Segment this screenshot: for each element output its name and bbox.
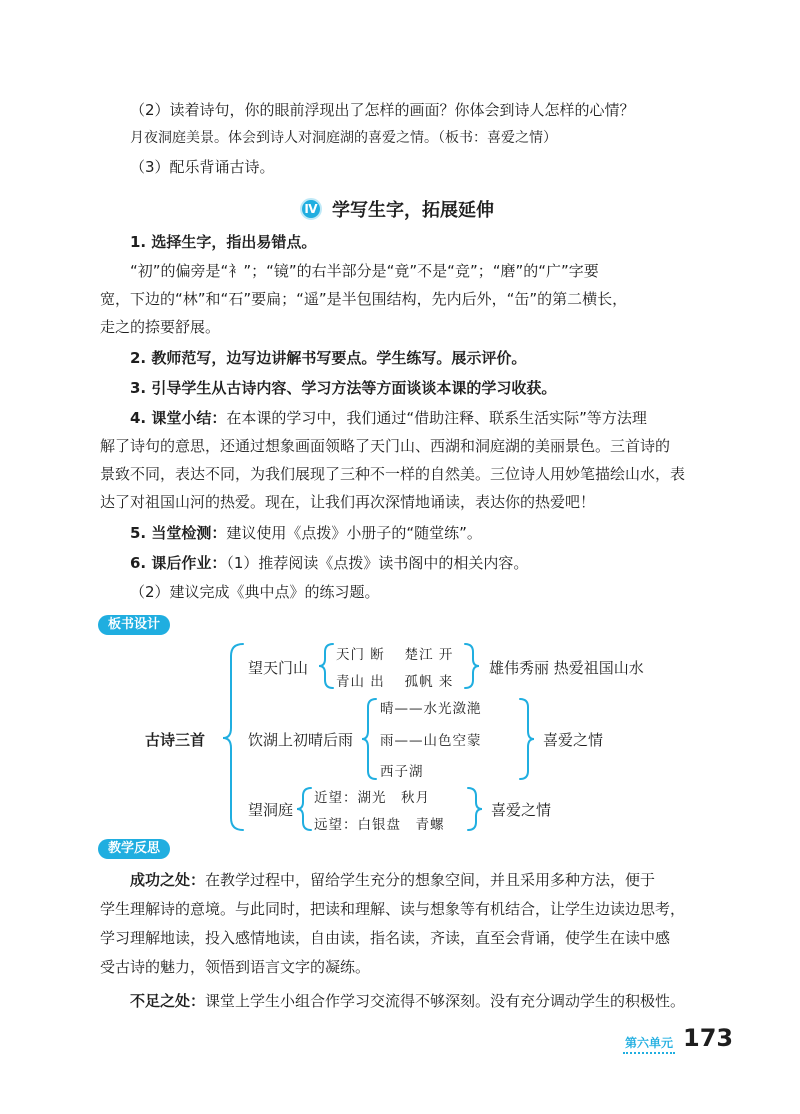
board-poem2-line-2: 雨——山色空蒙 xyxy=(380,733,482,749)
board-poem1-title: 望天门山 xyxy=(248,659,309,677)
board-poem2-title: 饮湖上初晴后雨 xyxy=(248,731,354,749)
poem2-right-brace xyxy=(520,699,534,779)
success-label: 成功之处： xyxy=(130,871,206,889)
reflection-lack: 不足之处：课堂上学生小组合作学习交流得不够深刻。没有充分调动学生的积极性。 xyxy=(130,992,686,1010)
question-2-answer: 月夜洞庭美景。体会到诗人对洞庭湖的喜爱之情。（板书：喜爱之情） xyxy=(130,130,557,146)
board-poem3-summary: 喜爱之情 xyxy=(491,801,552,819)
step-2: 2. 教师范写，边写边讲解书写要点。学生练写。展示评价。 xyxy=(130,349,527,367)
poem1-left-brace xyxy=(319,644,333,688)
step-4-line-4: 达了对祖国山河的热爱。现在，让我们再次深情地诵读，表达你的热爱吧！ xyxy=(100,493,596,511)
board-root-title: 古诗三首 xyxy=(145,731,206,749)
step-3: 3. 引导学生从古诗内容、学习方法等方面谈谈本课的学习收获。 xyxy=(130,379,557,397)
poem3-left-brace xyxy=(297,788,311,830)
reflection-success-line-2: 学生理解诗的意境。与此同时，把读和理解、读与想象等有机结合，让学生边读边思考， xyxy=(100,900,686,918)
step-1-line-3: 走之的捺要舒展。 xyxy=(100,318,221,336)
step-1-heading: 1. 选择生字，指出易错点。 xyxy=(130,233,317,251)
step-5-label: 5. 当堂检测： xyxy=(130,524,227,542)
board-poem3-title: 望洞庭 xyxy=(248,801,294,819)
poem1-right-brace xyxy=(465,644,479,688)
board-poem2-line-3: 西子湖 xyxy=(380,764,424,780)
poem2-left-brace xyxy=(362,699,376,779)
step-5: 5. 当堂检测：建议使用《点拨》小册子的“随堂练”。 xyxy=(130,524,482,542)
board-poem1-summary: 雄伟秀丽 热爱祖国山水 xyxy=(489,659,644,677)
board-poem1-line-2: 青山 出 孤帆 来 xyxy=(336,674,454,690)
question-2: （2）读着诗句，你的眼前浮现出了怎样的画面？你体会到诗人怎样的心情？ xyxy=(130,101,635,119)
reflection-success-line-1: 成功之处：在教学过程中，留给学生充分的想象空间，并且采用多种方法，便于 xyxy=(130,871,656,889)
board-poem1-line-1: 天门 断 楚江 开 xyxy=(336,647,454,663)
board-poem3-line-2: 远望：白银盘 青螺 xyxy=(314,817,445,833)
step-6-label: 6. 课后作业： xyxy=(130,554,227,572)
step-1-line-2: 宽，下边的“林”和“石”要扁；“遥”是半包围结构，先内后外，“缶”的第二横长， xyxy=(100,290,628,308)
lack-label: 不足之处： xyxy=(130,992,206,1010)
board-poem2-summary: 喜爱之情 xyxy=(543,731,604,749)
page-number: 173 xyxy=(683,1024,734,1052)
board-poem3-line-1: 近望：湖光 秋月 xyxy=(314,790,430,806)
board-poem2-line-1: 晴——水光潋滟 xyxy=(380,701,482,717)
question-3: （3）配乐背诵古诗。 xyxy=(130,158,275,176)
step-6-item-2: （2）建议完成《典中点》的练习题。 xyxy=(130,583,380,601)
step-4-line-1: 4. 课堂小结：在本课的学习中，我们通过“借助注释、联系生活实际”等方法理 xyxy=(130,409,647,427)
board-design-tag: 板书设计 xyxy=(98,615,170,635)
reflection-success-line-3: 学习理解地读，投入感情地读，自由读，指名读，齐读，直至会背诵，使学生在读中感 xyxy=(100,929,671,947)
footer-unit-label: 第六单元 xyxy=(625,1036,674,1050)
step-6: 6. 课后作业：（1）推荐阅读《点拨》读书阁中的相关内容。 xyxy=(130,554,529,572)
section-number-badge: Ⅳ xyxy=(300,198,322,220)
footer-dotted-line xyxy=(623,1052,675,1054)
step-4-line-2: 解了诗句的意思，还通过想象画面领略了天门山、西湖和洞庭湖的美丽景色。三首诗的 xyxy=(100,437,671,455)
reflection-success-line-4: 受古诗的魅力，领悟到语言文字的凝练。 xyxy=(100,958,371,976)
step-4-label: 4. 课堂小结： xyxy=(130,409,227,427)
step-1-line-1: “初”的偏旁是“衤”；“镜”的右半部分是“竟”不是“竞”；“磨”的“广”字要 xyxy=(130,262,599,280)
reflection-tag: 教学反思 xyxy=(98,839,170,859)
poem3-right-brace xyxy=(468,788,482,830)
root-brace xyxy=(223,644,243,830)
step-4-line-3: 景致不同，表达不同，为我们展现了三种不一样的自然美。三位诗人用妙笔描绘山水，表 xyxy=(100,465,686,483)
section-title: 学写生字，拓展延伸 xyxy=(332,200,494,221)
